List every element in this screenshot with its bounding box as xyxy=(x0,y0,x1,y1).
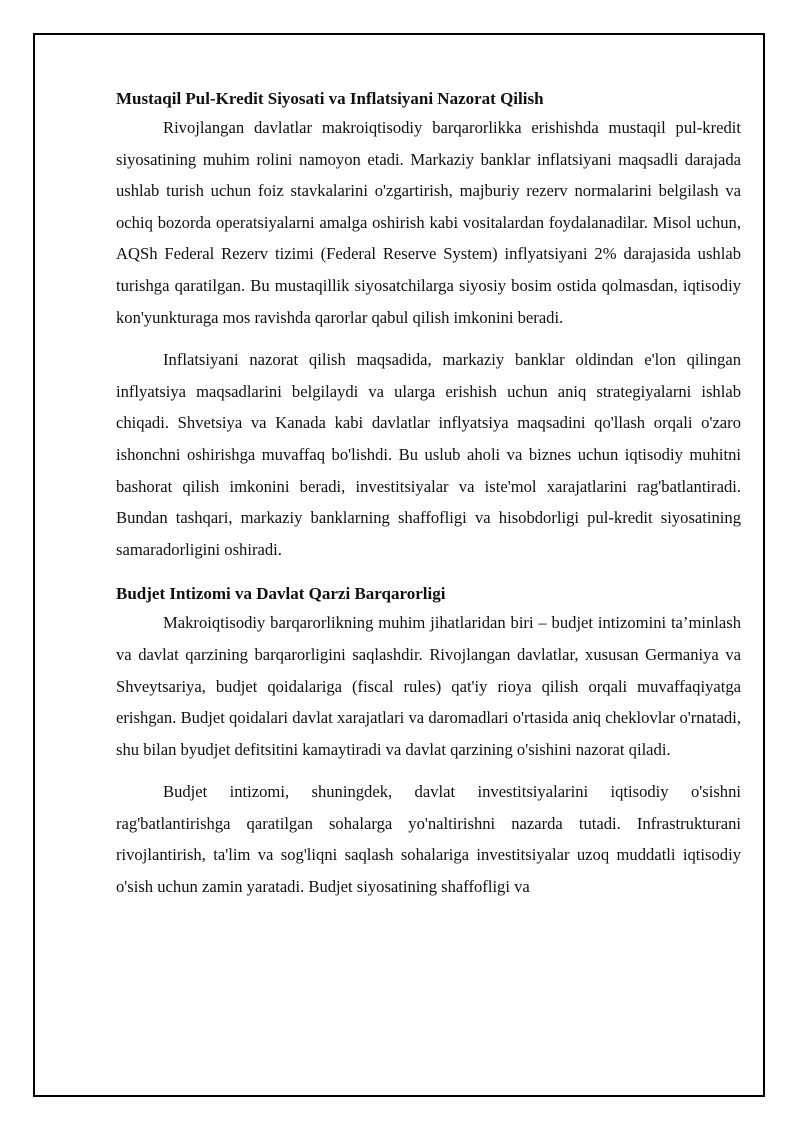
section-heading-monetary-policy: Mustaqil Pul-Kredit Siyosati va Inflatsiyani Nazorat Qilish xyxy=(116,89,544,108)
paragraph: Rivojlangan davlatlar makroiqtisodiy barqarorlikka erishishda mustaqil pul-kredit siyosatining muhim rolini namoyon etadi. Markaziy banklar inflatsiyani maqsadli darajada ushlab turish uchun foiz stavkalarini o'zgartirish, majburiy rezerv normalarini belgilash va ochiq bozorda operatsiyalarni amalga oshirish kabi vositalardan foydalanadilar. Misol uchun, AQSh Federal Rezerv tizimi (Federal Reserve System) inflyatsiyani 2% darajasida ushlab turishga qaratilgan. Bu mustaqillik siyosatchilarga siyosiy bosim ostida qolmasdan, iqtisodiy kon'yunkturaga mos ravishda qarorlar qabul qilish imkonini beradi. xyxy=(116,118,741,327)
paragraph: Inflatsiyani nazorat qilish maqsadida, markaziy banklar oldindan e'lon qilingan inflyatsiya maqsadlarini belgilaydi va ularga erishish uchun aniq strategiyalarni ishlab chiqadi. Shvetsiya va Kanada kabi davlatlar inflyatsiya maqsadini qo'llash orqali o'zaro ishonchni oshirishga muvaffaq bo'lishdi. Bu uslub aholi va biznes uchun iqtisodiy muhitni bashorat qilish imkonini beradi, investitsiyalar va iste'mol xarajatlarini rag'batlantiradi. Bundan tashqari, markaziy banklarning shaffofligi va hisobdorligi pul-kredit siyosatining samaradorligini oshiradi. xyxy=(116,350,741,559)
document-body xyxy=(116,86,741,903)
section-heading-budget-discipline: Budjet Intizomi va Davlat Qarzi Barqarorligi xyxy=(116,584,446,604)
paragraph: Makroiqtisodiy barqarorlikning muhim jihatlaridan biri – budjet intizomini ta’minlash va davlat qarzining barqarorligini saqlashdir. Rivojlangan davlatlar, xususan Germaniya va Shveytsariya, budjet qoidalariga (fiscal rules) qat'iy rioya qilish orqali muvaffaqiyatga erishgan. Budjet qoidalari davlat xarajatlari va daromadlari o'rtasida aniq cheklovlar o'rnatadi, shu bilan byudjet defitsitini kamaytiradi va davlat qarzining o'sishini nazorat qiladi. xyxy=(116,613,741,759)
paragraph: Budjet intizomi, shuningdek, davlat investitsiyalarini iqtisodiy o'sishni rag'batlantirishga qaratilgan sohalarga yo'naltirishni nazarda tutadi. Infrastrukturani rivojlantirish, ta'lim va sog'liqni saqlash sohalariga investitsiyalar uzoq muddatli iqtisodiy o'sish uchun zamin yaratadi. Budjet siyosatining shaffofligi va xyxy=(116,782,741,897)
